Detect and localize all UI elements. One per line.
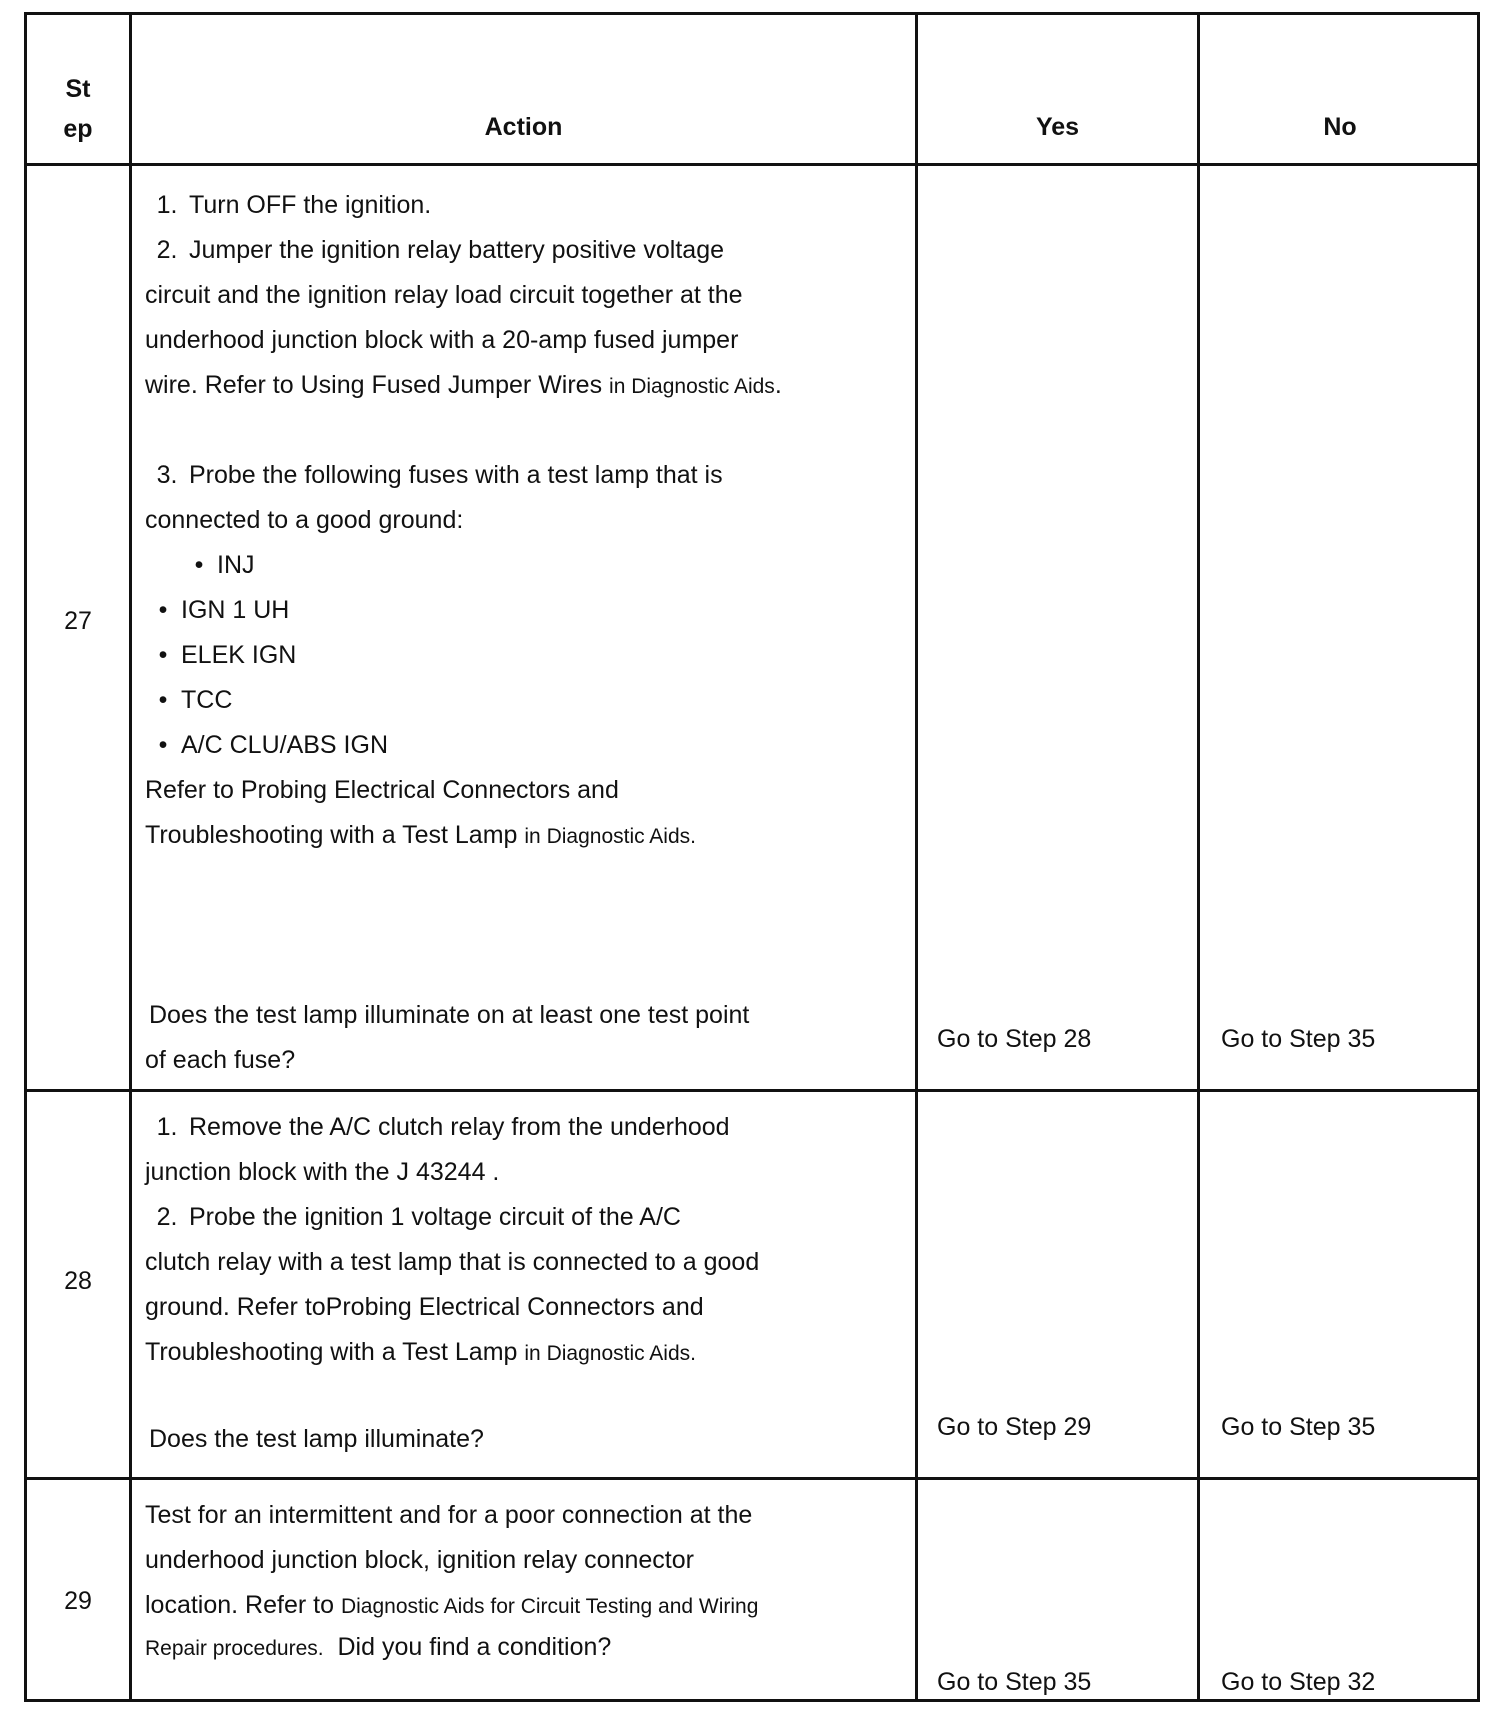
header-action: Action [484, 113, 563, 141]
action-text: wire. Refer to Using Fused Jumper Wires [145, 371, 603, 399]
action-text: location. Refer to [145, 1591, 334, 1619]
row-divider [27, 1089, 1477, 1092]
yes-result: Go to Step 35 [937, 1668, 1092, 1696]
reference-text: Repair procedures. [145, 1637, 324, 1660]
header-step [27, 69, 129, 149]
yes-result: Go to Step 29 [937, 1413, 1092, 1441]
action-text: circuit and the ignition relay load circuit together at the [145, 281, 743, 309]
column-divider [1197, 15, 1200, 1699]
question-text: of each fuse? [145, 1046, 296, 1074]
fuse-item: A/C CLU/ABS IGN [181, 731, 388, 759]
item-number: 3. [156, 461, 178, 489]
step-28-action [145, 1105, 855, 1462]
question-text: Does the test lamp illuminate on at least one test point [149, 1001, 750, 1029]
action-text: Remove the A/C clutch relay from the underhood [189, 1113, 730, 1141]
no-result: Go to Step 32 [1221, 1668, 1376, 1696]
item-number: 2. [156, 1203, 178, 1231]
reference-text: Diagnostic Aids for Circuit Testing and Wiring [340, 1595, 759, 1618]
row-divider [27, 1477, 1477, 1480]
reference-text: in Diagnostic Aids [609, 375, 775, 398]
fuse-item: IGN 1 UH [181, 596, 290, 624]
row-divider [27, 163, 1477, 166]
item-number: 2. [156, 236, 178, 264]
action-text: Turn OFF the ignition. [189, 191, 432, 219]
fuse-item: INJ [217, 551, 255, 579]
step-29-action [145, 1493, 855, 1666]
action-text: Probe the following fuses with a test lamp that is [189, 461, 723, 489]
bullet-icon: • [158, 596, 168, 624]
action-text: junction block with the J 43244 . [145, 1158, 500, 1186]
reference-text: in Diagnostic Aids. [524, 1342, 696, 1365]
step-27-action [145, 183, 855, 1083]
step-number: 27 [64, 607, 92, 635]
column-divider [129, 15, 132, 1699]
bullet-icon: • [158, 686, 168, 714]
step-number: 28 [64, 1267, 92, 1295]
fuse-item: ELEK IGN [181, 641, 297, 669]
diagnostic-table [24, 12, 1480, 1702]
reference-text: in Diagnostic Aids. [524, 825, 696, 848]
action-text: Troubleshooting with a Test Lamp [145, 1338, 518, 1366]
bullet-icon: • [194, 551, 204, 579]
header-yes: Yes [1035, 113, 1080, 141]
header-step-line2: ep [63, 115, 93, 143]
action-text: Test for an intermittent and for a poor connection at the [145, 1501, 753, 1529]
no-result: Go to Step 35 [1221, 1025, 1376, 1053]
question-text: Did you find a condition? [337, 1633, 612, 1661]
no-result: Go to Step 35 [1221, 1413, 1376, 1441]
header-step-line1: St [65, 75, 91, 103]
step-number: 29 [64, 1587, 92, 1615]
action-text: Jumper the ignition relay battery positive voltage [189, 236, 725, 264]
item-number: 1. [156, 191, 178, 219]
yes-result: Go to Step 28 [937, 1025, 1092, 1053]
header-no: No [1323, 113, 1357, 141]
action-text: underhood junction block, ignition relay connector [145, 1546, 694, 1574]
column-divider [915, 15, 918, 1699]
action-text: . [774, 371, 782, 399]
bullet-icon: • [158, 641, 168, 669]
question-text: Does the test lamp illuminate? [149, 1425, 484, 1453]
action-text: Probe the ignition 1 voltage circuit of the A/C [189, 1203, 681, 1231]
item-number: 1. [156, 1113, 178, 1141]
action-text: clutch relay with a test lamp that is connected to a good [145, 1248, 760, 1276]
action-text: Refer to Probing Electrical Connectors and [145, 776, 619, 804]
fuse-item: TCC [181, 686, 233, 714]
bullet-icon: • [158, 731, 168, 759]
action-text: connected to a good ground: [145, 506, 464, 534]
action-text: underhood junction block with a 20-amp fused jumper [145, 326, 739, 354]
action-text: Troubleshooting with a Test Lamp [145, 821, 518, 849]
action-text: ground. Refer toProbing Electrical Connectors and [145, 1293, 704, 1321]
